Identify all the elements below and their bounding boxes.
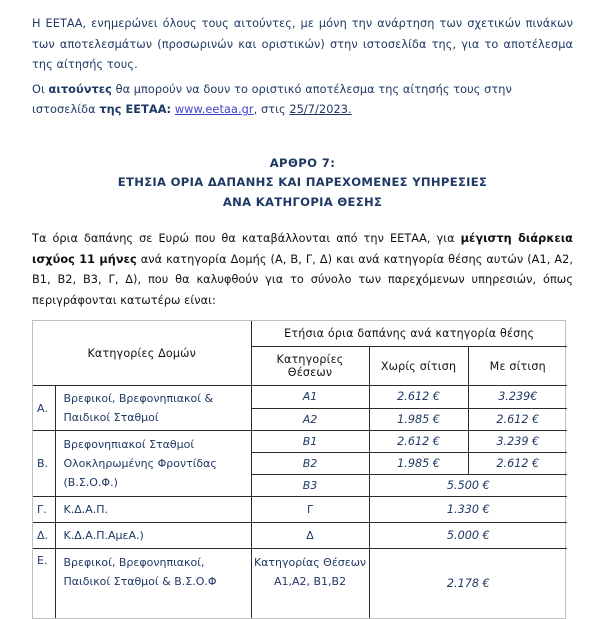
table-row [33, 497, 567, 523]
position-code-line: Κατηγορίας Θέσεων [253, 556, 367, 570]
row-index-b: Β. [33, 431, 55, 497]
structure-line: Κ.Δ.Α.Π.ΑμεΑ.) [63, 529, 144, 543]
structure-line: Βρεφικοί, Βρεφονηπιακοί & [63, 392, 214, 406]
body-duration-bold: μέγιστη διάρκεια ισχύος 11 μήνες [32, 232, 573, 266]
structure-name-g [55, 497, 251, 523]
amount-with-meal: 3.239 € [468, 431, 567, 453]
header-without-meal: Χωρίς σίτιση [369, 347, 468, 386]
amount-with-meal: 3.239€ [468, 386, 567, 409]
position-code: Β3 [251, 475, 369, 497]
position-code-line: Α1,Α2, Β1,Β2 [273, 575, 347, 589]
structure-line: Παιδικοί Σταθμοί & Β.Σ.Ο.Φ [63, 575, 217, 589]
expense-limits-table [33, 321, 567, 618]
amount-without-meal: 2.612 € [369, 386, 468, 409]
intro-p2-segment-3: θα μπορούν να δουν το οριστικό αποτέλεσμα της αίτησής τους στην ιστοσελίδα [32, 82, 512, 117]
row-index-e: Ε. [33, 549, 55, 619]
position-code: Β2 [251, 453, 369, 475]
amount-merged: 5.500 € [369, 475, 567, 497]
intro-p2-segment-1: Οι [32, 82, 49, 96]
structure-line: Βρεφονηπιακοί Σταθμοί [63, 438, 195, 452]
intro-p2-applicants-bold: αιτούντες [48, 82, 112, 96]
structure-name-a [55, 386, 251, 431]
header-structures: Κατηγορίες Δομών [33, 321, 251, 386]
intro-p2-eetaa-bold: της ΕΕΤΑΑ: [99, 103, 172, 117]
body-segment-3: ανά κατηγορία Δομής (Α, Β, Γ, Δ) και ανά κατηγορία θέσης αυτών (Α1, Α2, Β1, Β2, Β3, Γ, Δ), που θα καλυφθούν για το σύνολο των παρεχόμενων υπηρεσιών, όπως περιγράφονται κατωτέρω είναι: [32, 252, 573, 307]
body-segment-1: Τα όρια δαπάνης σε Ευρώ που θα καταβάλλονται από την ΕΕΤΑΑ, για [32, 232, 461, 246]
position-code-group [251, 549, 369, 619]
table-row [33, 523, 567, 549]
amount-without-meal: 1.985 € [369, 453, 468, 475]
structure-name-b [55, 431, 251, 497]
header-with-meal: Με σίτιση [468, 347, 567, 386]
expense-limits-table-wrapper [32, 320, 566, 619]
body-paragraph [32, 229, 573, 311]
header-annual-limits-group: Ετήσια όρια δαπάνης ανά κατηγορία θέσης [251, 321, 567, 347]
amount-merged: 2.178 € [369, 549, 567, 619]
row-index-a: Α. [33, 386, 55, 431]
structure-line: Βρεφικοί, Βρεφονηπιακοί, [63, 556, 205, 570]
position-code: Β1 [251, 431, 369, 453]
amount-without-meal: 2.612 € [369, 431, 468, 453]
position-code: Γ [251, 497, 369, 523]
intro-paragraph-1: Η ΕΕΤΑΑ, ενημερώνει όλους τους αιτούντες, με μόνη την ανάρτηση των σχετικών πινάκων των αποτελεσμάτων (προσωρινών και οριστικών) στην ιστοσελίδα της, για το αποτέλεσμα της αίτησής τους. [32, 17, 573, 72]
article-title-line-2: ΑΝΑ ΚΑΤΗΓΟΡΙΑ ΘΕΣΗΣ [222, 194, 383, 209]
structure-line: Παιδικοί Σταθμοί [63, 411, 159, 425]
position-code: Δ [251, 523, 369, 549]
amount-with-meal: 2.612 € [468, 453, 567, 475]
table-header-row-1 [33, 321, 567, 347]
row-index-d: Δ. [33, 523, 55, 549]
structure-line: Ολοκληρωμένης Φροντίδας [63, 457, 217, 471]
publication-date: 25/7/2023. [289, 103, 352, 117]
structure-line: Κ.Δ.Α.Π. [63, 503, 109, 517]
intro-paragraph-2 [32, 80, 573, 121]
amount-merged: 1.330 € [369, 497, 567, 523]
table-row [33, 431, 567, 453]
row-index-g: Γ. [33, 497, 55, 523]
article-title-line-1: ΕΤΗΣΙΑ ΟΡΙΑ ΔΑΠΑΝΗΣ ΚΑΙ ΠΑΡΕΧΟΜΕΝΕΣ ΥΠΗΡΕΣΙΕΣ [117, 175, 488, 190]
header-position-categories: Κατηγορίες Θέσεων [251, 347, 369, 386]
position-code: Α2 [251, 408, 369, 431]
structure-line: (Β.Σ.Ο.Φ.) [63, 476, 118, 490]
amount-without-meal: 1.985 € [369, 408, 468, 431]
amount-merged: 5.000 € [369, 523, 567, 549]
amount-with-meal: 2.612 € [468, 408, 567, 431]
article-number: ΑΡΘΡΟ 7: [269, 155, 336, 170]
article-title-block [32, 154, 573, 213]
table-row [33, 549, 567, 619]
structure-name-d [55, 523, 251, 549]
eetaa-website-link[interactable]: www.eetaa.gr [174, 103, 254, 117]
intro-p2-segment-5: , στις [253, 103, 290, 117]
structure-name-e [55, 549, 251, 619]
table-row [33, 386, 567, 409]
position-code: Α1 [251, 386, 369, 409]
